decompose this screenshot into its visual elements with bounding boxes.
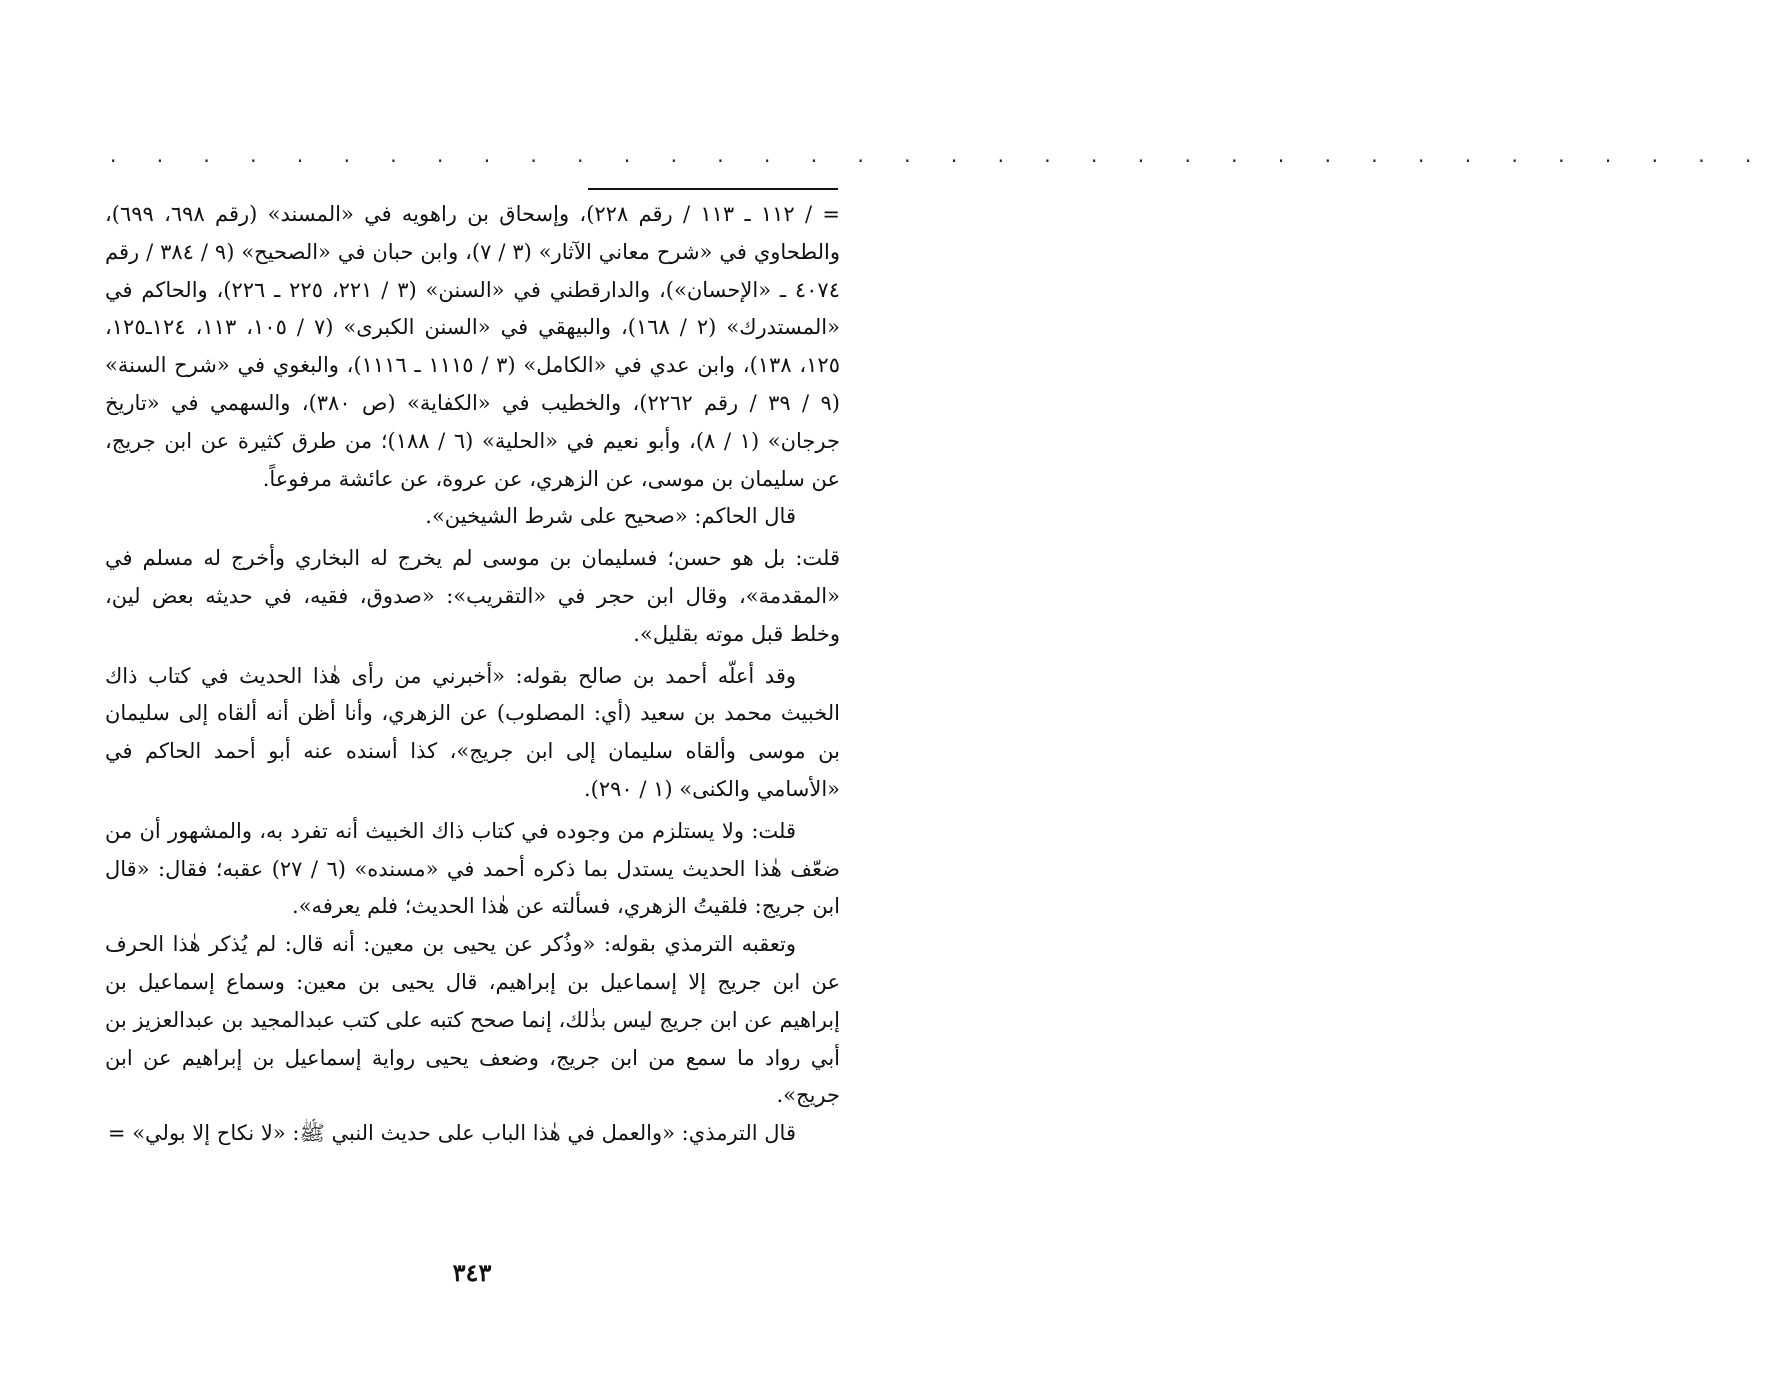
footnote-separator-line <box>588 188 838 190</box>
paragraph-tirmidhi-1: وتعقبه الترمذي بقوله: «وذُكر عن يحيى بن معين: أنه قال: لم يُذكر هٰذا الحرف عن ابن جريج إلا إسماعيل بن إبراهيم، قال يحيى بن معين: وسماع إسماعيل بن إبراهيم عن ابن جريج ليس بذٰلك، إنما صحح كتبه على كتب عبدالمجيد بن عبدالعزيز بن أبي رواد ما سمع من ابن جريج، وضعف يحيى رواية إسماعيل بن إبراهيم عن ابن جريج». <box>105 932 840 1108</box>
paragraph-hakim: قال الحاكم: «صحيح على شرط الشيخين». <box>425 504 796 529</box>
continuation-mark-end: = <box>107 1121 126 1146</box>
header-dot-rule: . . . . . . . . . . . . . . . . . . . . . . . . . . . . . . . . . . . . <box>110 143 1768 167</box>
continuation-mark-start: = <box>822 202 840 226</box>
footnote-body <box>105 196 840 1153</box>
paragraph-tirmidhi-2: قال الترمذي: «والعمل في هٰذا الباب على حديث النبي ﷺ: «لا نكاح إلا بولي» = <box>107 1121 796 1146</box>
paragraph-comment-2: قلت: ولا يستلزم من وجوده في كتاب ذاك الخبيث أنه تفرد به، والمشهور أن من ضعّف هٰذا الحديث يستدل بما ذكره أحمد في «مسنده» (٦ / ٢٧) عقبه؛ فقال: «قال ابن جريج: فلقيتُ الزهري، فسألته عن هٰذا الحديث؛ فلم يعرفه». <box>105 818 840 919</box>
paragraph-ahmad-bin-salih: وقد أعلّه أحمد بن صالح بقوله: «أخبرني من رأى هٰذا الحديث في كتاب ذاك الخبيث محمد بن سعيد (أي: المصلوب) عن الزهري، وأنا أظن أنه ألقاه إلى سليمان بن موسى وألقاه سليمان إلى ابن جريج»، كذا أسنده عنه أبو أحمد الحاكم في «الأسامي والكنى» (١ / ٢٩٠). <box>105 663 840 801</box>
paragraph-citations: = / ١١٢ ـ ١١٣ / رقم ٢٢٨)، وإسحاق بن راهويه في «المسند» (رقم ٦٩٨، ٦٩٩)، والطحاوي في «شرح معاني الآثار» (٣ / ٧)، وابن حبان في «الصحيح» (٩ / ٣٨٤ / رقم ٤٠٧٤ ـ «الإحسان»)، والدارقطني في «السنن» (٣ / ٢٢١، ٢٢٥ ـ ٢٢٦)، والحاكم في «المستدرك» (٢ / ١٦٨)، والبيهقي في «السنن الكبرى» (٧ / ١٠٥، ١١٣، ١٢٤ـ١٢٥، ١٢٥، ١٣٨)، وابن عدي في «الكامل» (٣ / ١١١٥ ـ ١١١٦)، والبغوي في «شرح السنة» (٩ / ٣٩ / رقم ٢٢٦٢)، والخطيب في «الكفاية» (ص ٣٨٠)، والسهمي في «تاريخ جرجان» (١ / ٨)، وأبو نعيم في «الحلية» (٦ / ١٨٨)؛ من طرق كثيرة عن ابن جريج، عن سليمان بن موسى، عن الزهري، عن عروة، عن عائشة مرفوعاً. <box>105 202 840 491</box>
page-number: ٣٤٣ <box>452 1258 492 1287</box>
paragraph-comment-1: قلت: بل هو حسن؛ فسليمان بن موسى لم يخرج له البخاري وأخرج له مسلم في «المقدمة»، وقال ابن حجر في «التقريب»: «صدوق، فقيه، في حديثه بعض لين، وخلط قبل موته بقليل». <box>105 546 840 646</box>
